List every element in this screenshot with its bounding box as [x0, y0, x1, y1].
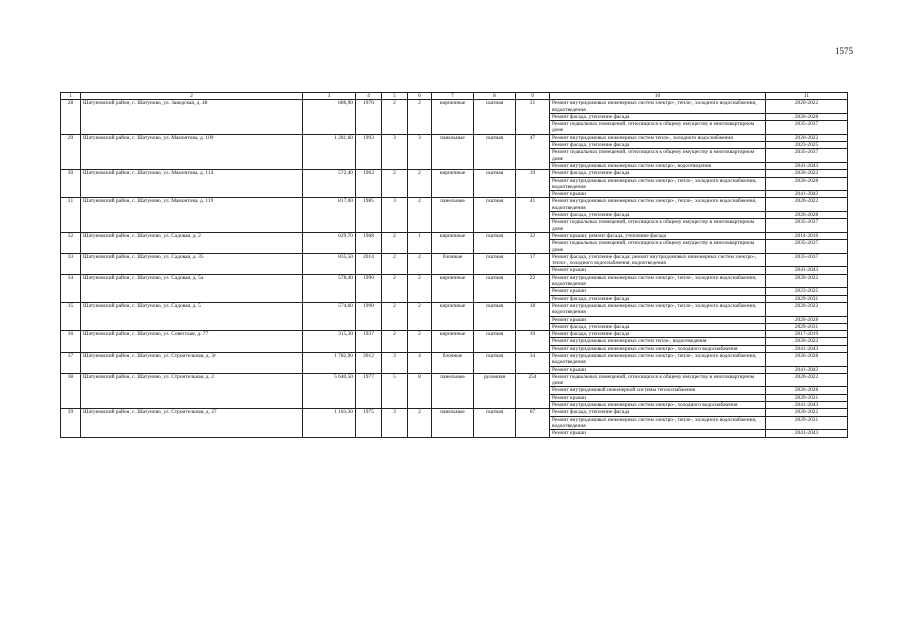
- column-number-row: [61, 93, 848, 100]
- repair-work: Ремонт внутридомовых инженерных систем электро-, тепло-, холодного водоснабжения, водоотведения: [550, 274, 766, 288]
- roof-type: скатная: [474, 274, 516, 302]
- floor-count: 2: [382, 100, 408, 134]
- repair-work: Ремонт внутридомовых инженерных систем электро-, водоотведения: [550, 162, 766, 169]
- commission-year: 1990: [356, 302, 382, 330]
- repair-period: 2029-2031: [766, 416, 848, 430]
- repair-work: Ремонт крыши: [550, 267, 766, 274]
- building-number: 30: [61, 170, 81, 198]
- resident-count: 34: [516, 352, 550, 373]
- repair-period: 2041-2043: [766, 267, 848, 274]
- commission-year: 1970: [356, 100, 382, 134]
- table-row: [61, 253, 848, 267]
- repair-period: 2023-2025: [766, 142, 848, 149]
- building-number: 31: [61, 198, 81, 232]
- column-header: 8: [474, 93, 516, 100]
- repair-work: Ремонт подвальных помещений, относящихся к общему имуществу в многоквартирном доме: [550, 373, 766, 387]
- repair-work: Ремонт фасада, утепление фасада; ремонт внутридомовых инженерных систем электро-, тепло-, холодного водоснабжения, водоотведения: [550, 253, 766, 267]
- building-address: Шатуновский район, с. Шатуново, ул. Мамонтова, д. 114: [81, 170, 303, 198]
- resident-count: 254: [516, 373, 550, 408]
- building-number: 33: [61, 253, 81, 274]
- repair-work: Ремонт фасада, утепление фасада: [550, 323, 766, 330]
- column-header: 9: [516, 93, 550, 100]
- building-number: 37: [61, 352, 81, 373]
- building-address: Шатуновский район, с. Шатуново, ул. Садовая, д. 5: [81, 302, 303, 330]
- repair-work: Ремонт крыши: [550, 316, 766, 323]
- wall-material: блочные: [432, 352, 474, 373]
- repair-work: Ремонт внутридомовых инженерных систем электро-, тепло-, холодного водоснабжения, водоотведения: [550, 416, 766, 430]
- repair-work: Ремонт внутридомовых инженерных систем электро-, тепло-, холодного водоснабжения, водоотведения: [550, 352, 766, 366]
- repair-period: 2023-2025: [766, 288, 848, 295]
- resident-count: 32: [516, 232, 550, 253]
- roof-type: рулонная: [474, 373, 516, 408]
- repair-work: Ремонт фасада, утепление фасада: [550, 409, 766, 416]
- commission-year: 1985: [356, 198, 382, 232]
- roof-type: скатная: [474, 170, 516, 198]
- repair-work: Ремонт подвальных помещений, относящихся к общему имуществу в многоквартирном доме: [550, 121, 766, 135]
- building-address: Шатуновский район, с. Шатуново, ул. Строительная, д. 2: [81, 373, 303, 408]
- building-area: 578,40: [303, 274, 356, 302]
- floor-count: 3: [382, 352, 408, 373]
- repair-period: 2020-2022: [766, 170, 848, 177]
- repair-period: 2026-2028: [766, 212, 848, 219]
- wall-material: кирпичные: [432, 274, 474, 302]
- floor-count: 3: [382, 409, 408, 437]
- table-row: [61, 409, 848, 416]
- commission-year: 1990: [356, 274, 382, 302]
- wall-material: панельные: [432, 134, 474, 169]
- entrance-count: 4: [408, 352, 432, 373]
- repair-period: 2029-2031: [766, 323, 848, 330]
- wall-material: блочные: [432, 253, 474, 274]
- roof-type: скатная: [474, 198, 516, 232]
- entrance-count: 2: [408, 331, 432, 353]
- building-number: 38: [61, 373, 81, 408]
- repair-period: 2026-2028: [766, 177, 848, 191]
- table-row: [61, 373, 848, 387]
- repair-period: 2041-2043: [766, 162, 848, 169]
- repair-period: 2020-2022: [766, 198, 848, 212]
- building-area: 1 281,60: [303, 134, 356, 169]
- building-number: 39: [61, 409, 81, 437]
- repair-work: Ремонт фасада, утепление фасада: [550, 113, 766, 120]
- repair-work: Ремонт внутридомовых инженерных систем электро-, тепло-, холодного водоснабжения, водоотведения: [550, 177, 766, 191]
- table-row: [61, 170, 848, 177]
- repair-period: 2017-2019: [766, 331, 848, 338]
- repair-work: Ремонт внутридомовых инженерных систем тепло-, водоотведения: [550, 338, 766, 345]
- commission-year: 1993: [356, 134, 382, 169]
- wall-material: панельные: [432, 409, 474, 437]
- repair-period: 2035-2037: [766, 253, 848, 267]
- roof-type: скатная: [474, 352, 516, 373]
- roof-type: скатная: [474, 134, 516, 169]
- wall-material: кирпичные: [432, 100, 474, 134]
- entrance-count: 2: [408, 198, 432, 232]
- building-area: 686,90: [303, 100, 356, 134]
- building-address: Шатуновский район, с. Шатуново, ул. Садовая, д. 2: [81, 232, 303, 253]
- column-header: 5: [382, 93, 408, 100]
- wall-material: кирпичные: [432, 232, 474, 253]
- building-address: Шатуновский район, с. Шатуново, ул. Мамонтова, д. 119: [81, 198, 303, 232]
- building-number: 29: [61, 134, 81, 169]
- repair-work: Ремонт крыши: [550, 366, 766, 373]
- repair-period: 2041-2043: [766, 345, 848, 352]
- column-header: 3: [303, 93, 356, 100]
- building-address: Шатуновский район, с. Шатуново, ул. Садовая, д. 5а: [81, 274, 303, 302]
- repair-work: Ремонт подвальных помещений, относящихся к общему имуществу в многоквартирном доме: [550, 149, 766, 163]
- resident-count: 47: [516, 134, 550, 169]
- entrance-count: 2: [408, 253, 432, 274]
- resident-count: 31: [516, 100, 550, 134]
- repair-period: 2041-2043: [766, 402, 848, 409]
- repair-work: Ремонт крыши: [550, 191, 766, 198]
- repair-period: 2041-2043: [766, 366, 848, 373]
- repair-work: Ремонт крыши: [550, 288, 766, 295]
- table-row: [61, 134, 848, 141]
- repair-work: Ремонт подвальных помещений, относящихся к общему имуществу в многоквартирном доме: [550, 219, 766, 233]
- resident-count: 10: [516, 331, 550, 353]
- roof-type: скатная: [474, 100, 516, 134]
- commission-year: 1977: [356, 373, 382, 408]
- building-address: Шатуновский район, с. Шатуново, ул. Строительная, д. 27: [81, 409, 303, 437]
- repair-work: Ремонт фасада, утепление фасада: [550, 170, 766, 177]
- entrance-count: 2: [408, 274, 432, 302]
- repair-period: 2026-2028: [766, 387, 848, 394]
- commission-year: 1962: [356, 170, 382, 198]
- floor-count: 2: [382, 253, 408, 274]
- repair-work: Ремонт внутридомовых инженерных систем тепло-, холодного водоснабжения: [550, 134, 766, 141]
- repair-work: Ремонт подвальных помещений, относящихся к общему имуществу в многоквартирном доме: [550, 240, 766, 254]
- building-address: Шатуновский район, с. Шатуново, ул. Заводская, д. 48: [81, 100, 303, 134]
- repair-period: 2035-2037: [766, 219, 848, 233]
- wall-material: панельные: [432, 198, 474, 232]
- repair-period: 2020-2022: [766, 338, 848, 345]
- repair-work: Ремонт внутридомовой инженерной системы теплоснабжения: [550, 387, 766, 394]
- repair-period: 2026-2028: [766, 113, 848, 120]
- building-number: 34: [61, 274, 81, 302]
- building-address: Шатуновский район, с. Шатуново, ул. Советская, д. 77: [81, 331, 303, 353]
- building-area: 315,30: [303, 331, 356, 353]
- repair-period: 2035-2037: [766, 240, 848, 254]
- roof-type: скатная: [474, 331, 516, 353]
- column-header: 11: [766, 93, 848, 100]
- wall-material: панельные: [432, 373, 474, 408]
- roof-type: скатная: [474, 302, 516, 330]
- floor-count: 2: [382, 331, 408, 353]
- repair-period: 2041-2043: [766, 191, 848, 198]
- entrance-count: 2: [408, 170, 432, 198]
- repair-period: 2026-2028: [766, 316, 848, 323]
- commission-year: 1968: [356, 232, 382, 253]
- repair-period: 2041-2043: [766, 430, 848, 437]
- entrance-count: 8: [408, 373, 432, 408]
- wall-material: кирпичные: [432, 170, 474, 198]
- building-address: Шатуновский район, с. Шатуново, ул. Садовая, д. 35: [81, 253, 303, 274]
- repair-period: 2020-2022: [766, 100, 848, 114]
- column-header: 2: [81, 93, 303, 100]
- table-row: [61, 331, 848, 338]
- entrance-count: 2: [408, 100, 432, 134]
- roof-type: скатная: [474, 253, 516, 274]
- repair-work: Ремонт фасада, утепление фасада: [550, 142, 766, 149]
- repair-period: 2020-2022: [766, 274, 848, 288]
- building-area: 1 103,30: [303, 409, 356, 437]
- column-header: 1: [61, 93, 81, 100]
- repair-period: 2029-2031: [766, 295, 848, 302]
- commission-year: 1937: [356, 331, 382, 353]
- entrance-count: 2: [408, 302, 432, 330]
- column-header: 6: [408, 93, 432, 100]
- repair-period: 2035-2037: [766, 149, 848, 163]
- wall-material: кирпичные: [432, 331, 474, 353]
- resident-count: 41: [516, 198, 550, 232]
- table-row: [61, 274, 848, 288]
- commission-year: 1975: [356, 409, 382, 437]
- repair-period: 2026-2028: [766, 352, 848, 366]
- repair-work: Ремонт фасада, утепление фасада: [550, 331, 766, 338]
- building-area: 629,70: [303, 232, 356, 253]
- building-number: 36: [61, 331, 81, 353]
- repair-period: 2020-2022: [766, 302, 848, 316]
- repair-work: Ремонт внутридомовых инженерных систем электро-, холодного водоснабжения: [550, 345, 766, 352]
- table-row: [61, 352, 848, 366]
- entrance-count: 2: [408, 409, 432, 437]
- repair-work: Ремонт крыши: [550, 394, 766, 401]
- wall-material: кирпичные: [432, 302, 474, 330]
- floor-count: 5: [382, 373, 408, 408]
- building-address: Шатуновский район, с. Шатуново, ул. Строительная, д. 3г: [81, 352, 303, 373]
- repair-work: Ремонт крыши; ремонт фасада, утепление фасада: [550, 232, 766, 239]
- floor-count: 3: [382, 198, 408, 232]
- building-address: Шатуновский район, с. Шатуново, ул. Мамонтова, д. 109: [81, 134, 303, 169]
- repair-work: Ремонт внутридомовых инженерных систем электро-, тепло-, холодного водоснабжения, водоотведения: [550, 302, 766, 316]
- column-header: 4: [356, 93, 382, 100]
- repair-period: 2020-2022: [766, 134, 848, 141]
- floor-count: 2: [382, 170, 408, 198]
- resident-count: 22: [516, 274, 550, 302]
- resident-count: 17: [516, 253, 550, 274]
- repair-program-table: [60, 92, 848, 438]
- resident-count: 67: [516, 409, 550, 437]
- building-area: 5 640,50: [303, 373, 356, 408]
- table-row: [61, 232, 848, 239]
- repair-period: 2014-2016: [766, 232, 848, 239]
- table-row: [61, 198, 848, 212]
- building-area: 835,50: [303, 253, 356, 274]
- table-row: [61, 302, 848, 316]
- building-area: 572,40: [303, 170, 356, 198]
- building-number: 32: [61, 232, 81, 253]
- building-area: 1 782,90: [303, 352, 356, 373]
- column-header: 7: [432, 93, 474, 100]
- repair-work: Ремонт внутридомовых инженерных систем электро-, тепло-, холодного водоснабжения, водоотведения: [550, 100, 766, 114]
- repair-work: Ремонт фасада, утепление фасада: [550, 295, 766, 302]
- building-area: 574,60: [303, 302, 356, 330]
- floor-count: 2: [382, 302, 408, 330]
- repair-work: Ремонт внутридомовых инженерных систем электро-, холодного водоснабжения: [550, 402, 766, 409]
- roof-type: скатная: [474, 409, 516, 437]
- building-number: 28: [61, 100, 81, 134]
- column-header: 10: [550, 93, 766, 100]
- repair-work: Ремонт внутридомовых инженерных систем электро-, тепло-, холодного водоснабжения, водоотведения: [550, 198, 766, 212]
- floor-count: 3: [382, 134, 408, 169]
- building-number: 35: [61, 302, 81, 330]
- roof-type: скатная: [474, 232, 516, 253]
- commission-year: 2014: [356, 253, 382, 274]
- page-number: 1575: [835, 46, 853, 56]
- repair-work: Ремонт фасада, утепление фасада: [550, 212, 766, 219]
- repair-work: Ремонт крыши: [550, 430, 766, 437]
- repair-period: 2020-2022: [766, 409, 848, 416]
- table-row: [61, 100, 848, 114]
- entrance-count: 3: [408, 134, 432, 169]
- floor-count: 2: [382, 274, 408, 302]
- floor-count: 2: [382, 232, 408, 253]
- entrance-count: 1: [408, 232, 432, 253]
- resident-count: 19: [516, 170, 550, 198]
- repair-period: 2020-2022: [766, 373, 848, 387]
- resident-count: 18: [516, 302, 550, 330]
- repair-period: 2035-2037: [766, 121, 848, 135]
- commission-year: 2012: [356, 352, 382, 373]
- repair-period: 2029-2031: [766, 394, 848, 401]
- building-area: 817,00: [303, 198, 356, 232]
